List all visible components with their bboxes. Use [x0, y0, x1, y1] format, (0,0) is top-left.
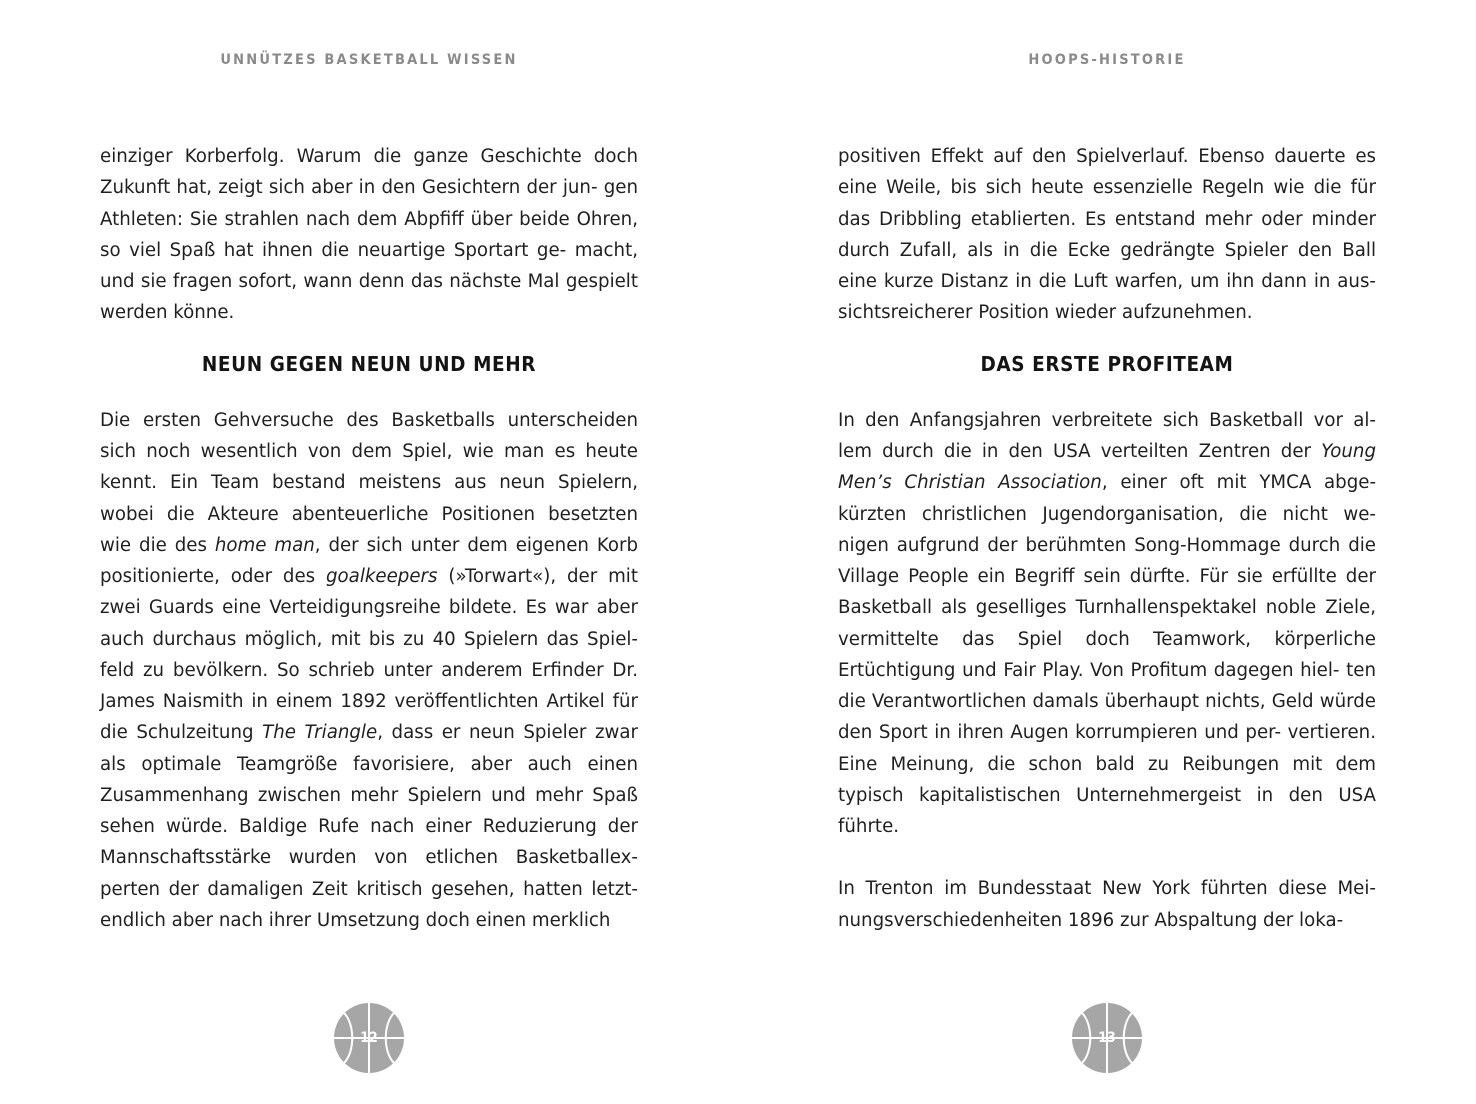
- text-line: einziger Korberfolg. Warum die ganze Geschichte doch: [100, 146, 638, 167]
- text-line: das Dribbling etablierten. Es entstand mehr oder minder: [838, 208, 1376, 230]
- text-line: sich noch wesentlich von dem Spiel, wie man es heute: [100, 441, 638, 462]
- italic-term: The Triangle: [262, 722, 378, 744]
- text-line: die Village People ein Begriff sein dürfte. Für sie erfüllte: [838, 534, 1376, 587]
- text-line: Ohren, so viel Spaß hat ihnen die neuartige Sportart ge-: [100, 208, 638, 261]
- text-line: In den Anfangsjahren verbreitete sich Basketball vor al-: [838, 409, 1376, 431]
- left-page-body: [100, 141, 638, 936]
- right-page: [838, 0, 1376, 1104]
- page-number-badge-right: [1071, 1002, 1143, 1074]
- text-line: Zukunft hat, zeigt sich aber in den Gesichtern der jun-: [100, 177, 598, 199]
- text-line: , der sich unter dem eigenen Korb: [314, 534, 638, 556]
- text-line: nungsverschiedenheiten 1896 zur Abspaltung der loka-: [838, 909, 1344, 931]
- text-line: zwei Guards eine Verteidigungsreihe bildete. Es war aber: [100, 597, 638, 619]
- text-line: eine kurze Distanz in die Luft warfen, um ihn dann in aus-: [838, 271, 1376, 292]
- section-heading-left: NEUN GEGEN NEUN UND MEHR: [201, 351, 537, 376]
- text-line: James Naismith in einem 1892 veröffentlichten Artikel: [100, 691, 605, 712]
- text-line: In Trenton im Bundesstaat New York führten diese Mei-: [838, 878, 1376, 900]
- text-line: ten die Verantwortlichen damals überhaupt nichts, Geld: [838, 659, 1376, 712]
- text-line: Mannschaftsstärke wurden von etlichen Basketballex-: [100, 847, 638, 869]
- text-line: , einer oft mit YMCA abge-: [1101, 472, 1377, 494]
- text-line: gespielt werden könne.: [100, 271, 638, 324]
- text-line: Ertüchtigung und Fair Play. Von Profitum dagegen hiel-: [838, 659, 1340, 681]
- text-line: Zusammenhang zwischen mehr Spielern und mehr Spaß: [100, 784, 638, 806]
- text-line: nigen aufgrund der berühmten Song-Hommage durch: [838, 534, 1341, 556]
- running-head-right: HOOPS-HISTORIE: [1028, 52, 1186, 68]
- text-line: wie die des: [100, 534, 215, 556]
- text-line: mit dem typisch kapitalistischen Unternehmergeist in: [838, 753, 1376, 806]
- text-line: feld zu bevölkern. So schrieb unter anderem Erfinder Dr.: [100, 659, 638, 681]
- text-line: Ziele, vermittelte das Spiel doch Teamwork, körperliche: [838, 597, 1376, 650]
- page-number: 13: [1098, 1030, 1116, 1046]
- page-number: 12: [360, 1030, 378, 1046]
- text-line: endlich aber nach ihrer Umsetzung doch einen merklich: [100, 909, 611, 931]
- text-line: , dass er neun Spieler: [377, 722, 587, 744]
- text-line: gen Athleten: Sie strahlen nach dem Abpfiff über beide: [100, 177, 638, 230]
- text-line: durch Zufall, als in die Ecke gedrängte Spieler den Ball: [838, 239, 1376, 261]
- italic-term: Men’s Christian Association: [838, 472, 1102, 494]
- text-line: wobei die Akteure abenteuerliche Positionen besetzten: [100, 503, 638, 525]
- text-line: der Basketball als geselliges Turnhallenspektakel noble: [838, 566, 1376, 619]
- text-line: kürzten christlichen Jugendorganisation, die nicht we-: [838, 503, 1376, 525]
- text-line: macht, und sie fragen sofort, wann denn das nächste Mal: [100, 239, 638, 292]
- right-page-body: [838, 141, 1376, 936]
- italic-term: Young: [1321, 441, 1376, 462]
- text-line: zwar als optimale Teamgröße favorisiere, aber auch einen: [100, 722, 638, 775]
- left-paragraph-1: [100, 141, 638, 329]
- left-paragraph-2: [100, 405, 638, 936]
- text-line: lem durch die in den USA verteilten Zentren der: [838, 441, 1322, 462]
- text-line: vertieren. Eine Meinung, die schon bald zu Reibungen: [838, 722, 1376, 775]
- text-line: den USA führte.: [838, 784, 1376, 837]
- right-paragraph-1: [838, 141, 1376, 329]
- text-line: eine Weile, bis sich heute essenzielle Regeln wie die für: [838, 177, 1376, 199]
- italic-term: home man: [214, 534, 315, 556]
- right-paragraph-2: [838, 405, 1376, 843]
- text-line: auch durchaus möglich, mit bis zu 40 Spielern das Spiel-: [100, 628, 638, 650]
- left-page: [100, 0, 638, 1104]
- text-line: sehen würde. Baldige Rufe nach einer Reduzierung der: [100, 816, 638, 837]
- text-line: würde den Sport in ihren Augen korrumpieren und per-: [838, 691, 1376, 744]
- text-line: für die Schulzeitung: [100, 691, 638, 744]
- text-line: Die ersten Gehversuche des Basketballs unterscheiden: [100, 409, 638, 431]
- text-line: positionierte, oder des: [100, 566, 326, 587]
- running-head-left: UNNÜTZES BASKETBALL WISSEN: [220, 52, 518, 68]
- text-line: sichtsreicherer Position wieder aufzunehmen.: [838, 302, 1253, 324]
- right-paragraph-3: [838, 873, 1376, 936]
- italic-term: goalkeepers: [326, 566, 438, 587]
- text-line: perten der damaligen Zeit kritisch gesehen, hatten letzt-: [100, 878, 638, 900]
- text-line: (»Torwart«), der mit: [437, 566, 638, 587]
- section-heading-right: DAS ERSTE PROFITEAM: [980, 351, 1234, 376]
- page-number-badge-left: [333, 1002, 405, 1074]
- text-line: positiven Effekt auf den Spielverlauf. Ebenso dauerte es: [838, 146, 1376, 167]
- text-line: kennt. Ein Team bestand meistens aus neun Spielern,: [100, 472, 638, 494]
